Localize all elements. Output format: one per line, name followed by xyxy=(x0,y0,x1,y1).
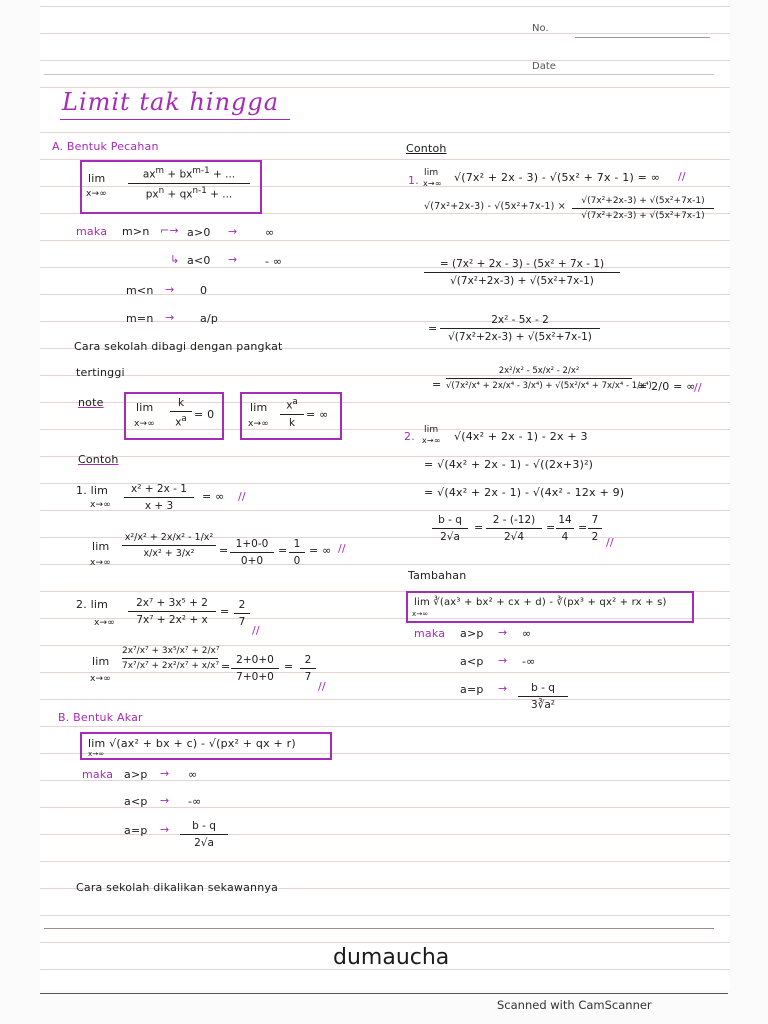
arrow-icon: → xyxy=(160,794,170,807)
ex2-label: 2. lim xyxy=(76,598,109,611)
ex2b-res xyxy=(300,654,316,683)
r-ex2-expr: √(4x² + 2x - 1) - 2x + 3 xyxy=(454,430,588,443)
r-ex1-l3 xyxy=(424,258,620,287)
ex1b-frac xyxy=(122,532,216,559)
r-ex2-l4c xyxy=(556,514,574,543)
r-ex1-l2-den: √(7x²+2x-3) + √(5x²+7x-1) xyxy=(581,211,705,221)
t-res3-num: b - q xyxy=(531,682,555,694)
res-inf: ∞ xyxy=(265,226,275,239)
ex1b-den: x/x² + 3/x² xyxy=(143,548,195,559)
tambahan-heading: Tambahan xyxy=(408,569,467,582)
note1-lim: lim xyxy=(136,401,154,414)
cara-sekolah-b: Cara sekolah dikalikan sekawannya xyxy=(76,881,279,894)
note2-num: $x^a$ xyxy=(286,397,298,412)
r-ex1-l4 xyxy=(440,314,600,343)
fraction-bar xyxy=(440,328,600,329)
b-cond2: a<p xyxy=(124,795,148,808)
cond-m-gt-n: m>n xyxy=(122,225,150,238)
check-mark: // xyxy=(606,536,614,549)
t-cond1: a>p xyxy=(460,627,484,640)
t-res1: ∞ xyxy=(522,627,532,640)
b-res2: -∞ xyxy=(188,795,202,808)
r-ex1-expr: √(7x² + 2x - 3) - √(5x² + 7x - 1) = ∞ xyxy=(454,171,661,184)
cond-a-neg: a<0 xyxy=(187,254,211,267)
title-underline xyxy=(60,119,290,120)
ex2-res-den: 7 xyxy=(238,616,246,628)
r-ex2-l4d-den: 2 xyxy=(591,531,599,543)
ex1b-num: x²/x² + 2x/x² - 1/x² xyxy=(124,532,214,543)
author-signature: dumaucha xyxy=(333,945,450,970)
ex2b-res-den: 7 xyxy=(304,671,312,683)
ex2b-frac xyxy=(122,646,218,671)
header-rule xyxy=(44,74,714,75)
fraction-bar xyxy=(122,658,218,659)
box-numerator: $ax^m + bx^{m-1}$ + ... xyxy=(142,166,236,181)
ex1-num: x² + 2x - 1 xyxy=(131,483,187,495)
section-b-heading: B. Bentuk Akar xyxy=(58,711,143,724)
fraction-bar xyxy=(170,411,192,412)
fraction-bar xyxy=(289,552,305,553)
ex2-res-num: 2 xyxy=(238,599,246,611)
r-ex2-l4c-den: 4 xyxy=(561,531,569,543)
equals-sign: = xyxy=(474,521,484,534)
fraction-bar xyxy=(588,528,602,529)
b-res3-den: 2√a xyxy=(194,837,214,849)
res-neg-inf: - ∞ xyxy=(265,255,283,268)
arrow-icon: → xyxy=(228,253,238,266)
r-ex2-l4c-num: 14 xyxy=(558,514,572,526)
ex1b-eq2-den: 0 xyxy=(293,555,301,567)
t-maka: maka xyxy=(414,627,446,640)
t-cond3: a=p xyxy=(460,683,484,696)
ex2-frac xyxy=(128,597,216,626)
date-label: Date xyxy=(532,61,556,72)
ex1b-res: = ∞ xyxy=(309,544,332,557)
equals-sign: = xyxy=(284,660,294,673)
check-mark: // xyxy=(694,381,702,394)
box-lim-sub: x→∞ xyxy=(86,189,107,199)
fraction-bar xyxy=(486,528,542,529)
no-line xyxy=(575,37,710,38)
ex2b-eq-num: 2+0+0 xyxy=(236,654,274,666)
fraction-bar xyxy=(122,545,216,546)
r-ex1-l2-num: √(7x²+2x-3) + √(5x²+7x-1) xyxy=(581,196,705,206)
r-ex2-l4d-num: 7 xyxy=(591,514,599,526)
note2-sub: x→∞ xyxy=(248,419,269,429)
equals-sign: = xyxy=(428,322,438,335)
ex1b-eq1-den: 0+0 xyxy=(240,555,264,567)
arrow-icon: → xyxy=(160,823,170,836)
b-res3-num: b - q xyxy=(192,820,216,832)
branch-arrow-icon: ↳ xyxy=(170,253,180,266)
note1-frac xyxy=(170,397,192,429)
ex2-sub: x→∞ xyxy=(94,618,115,628)
r-ex1-l4-den: √(7x²+2x-3) + √(5x²+7x-1) xyxy=(448,331,592,343)
page-title: Limit tak hingga xyxy=(62,88,280,116)
fraction-bar xyxy=(432,528,468,529)
r-ex1-l5-den: √(7x²/x⁴ + 2x/x⁴ - 3/x⁴) + √(5x²/x⁴ + 7x/x⁴ - 1/x⁴) xyxy=(446,381,652,391)
fraction-bar xyxy=(556,528,574,529)
ex1b-eq1 xyxy=(230,538,274,567)
b-maka: maka xyxy=(82,768,114,781)
fraction-bar xyxy=(518,696,568,697)
r-ex2-l4b xyxy=(486,514,542,543)
ex1-den: x + 3 xyxy=(144,500,174,512)
r-ex2-l4a-den: 2√a xyxy=(440,531,460,543)
fraction-bar xyxy=(128,611,216,612)
ex1b-sub: x→∞ xyxy=(90,558,111,568)
arrow-icon: → xyxy=(498,626,508,639)
contoh-heading-right: Contoh xyxy=(406,142,447,155)
note1-sub: x→∞ xyxy=(134,419,155,429)
cara-sekolah-line2: tertinggi xyxy=(76,366,125,379)
ex2b-num: 2x⁷/x⁷ + 3x⁵/x⁷ + 2/x⁷ xyxy=(122,646,220,656)
fraction-bar xyxy=(234,613,250,614)
box-lim: lim xyxy=(88,172,106,185)
ex1b-lim: lim xyxy=(92,540,110,553)
fraction-bar xyxy=(230,552,274,553)
arrow-icon: → xyxy=(165,283,175,296)
r-ex1-l4-num: 2x² - 5x - 2 xyxy=(491,314,549,326)
fraction-bar xyxy=(280,414,304,415)
note1-num: k xyxy=(177,397,185,409)
r-ex2-l4b-num: 2 - (-12) xyxy=(492,514,536,526)
check-mark: // xyxy=(338,542,346,555)
maka-label: maka xyxy=(76,225,108,238)
b-cond3: a=p xyxy=(124,824,148,837)
ex1-label: 1. lim xyxy=(76,484,109,497)
ex2b-lim: lim xyxy=(92,655,110,668)
box-fraction xyxy=(128,166,250,200)
t-res3-den: 3∛a² xyxy=(530,699,555,711)
r-ex2-label: 2. xyxy=(404,430,415,443)
check-mark: // xyxy=(678,170,686,183)
arrow-icon: → xyxy=(498,654,508,667)
cond-m-eq-n: m=n xyxy=(126,312,154,325)
t-box-formula: lim ∛(ax³ + bx² + cx + d) - ∛(px³ + qx² + rx + s) xyxy=(414,597,667,608)
ex2b-res-num: 2 xyxy=(304,654,312,666)
r-ex1-l3-den: √(7x²+2x-3) + √(5x²+7x-1) xyxy=(450,275,594,287)
r-ex1-sub: x→∞ xyxy=(423,179,442,188)
res-zero: 0 xyxy=(200,284,208,297)
equals-sign: = xyxy=(546,521,556,534)
r-ex1-l5-num: 2x²/x² - 5x/x² - 2/x² xyxy=(498,366,580,376)
r-ex1-l5-res: = 2/0 = ∞ xyxy=(638,380,696,393)
t-cond2: a<p xyxy=(460,655,484,668)
ex1b-eq2-num: 1 xyxy=(293,538,301,550)
cara-sekolah-line1: Cara sekolah dibagi dengan pangkat xyxy=(74,340,283,353)
r-ex1-l5 xyxy=(446,366,652,391)
note1-den: $x^a$ xyxy=(175,414,187,429)
arrow-icon: → xyxy=(228,225,238,238)
ex1-sub: x→∞ xyxy=(90,500,111,510)
fraction-bar xyxy=(180,834,228,835)
check-mark: // xyxy=(252,624,260,637)
arrow-icon: → xyxy=(498,682,508,695)
equals-sign: = xyxy=(278,544,288,557)
ex2-den: 7x⁷ + 2x² + x xyxy=(136,614,208,626)
no-label: No. xyxy=(532,23,549,34)
ex2-num: 2x⁷ + 3x⁵ + 2 xyxy=(136,597,208,609)
equals-sign: = xyxy=(220,605,230,618)
t-res3 xyxy=(518,682,568,711)
footer-rule xyxy=(40,993,728,994)
cond-a-pos: a>0 xyxy=(187,226,211,239)
fraction-bar xyxy=(128,183,250,184)
fraction-bar xyxy=(424,272,620,273)
r-ex1-l3-num: = (7x² + 2x - 3) - (5x² + 7x - 1) xyxy=(439,258,605,270)
r-ex2-l2: = √(4x² + 2x - 1) - √((2x+3)²) xyxy=(424,458,594,471)
r-ex2-l4a xyxy=(432,514,468,543)
arrow-icon: → xyxy=(165,311,175,324)
ex1-res: = ∞ xyxy=(202,490,225,503)
b-box-sub: x→∞ xyxy=(88,750,105,758)
ex1b-eq2 xyxy=(289,538,305,567)
b-box-formula: lim √(ax² + bx + c) - √(px² + qx + r) xyxy=(88,737,296,750)
ex1b-eq1-num: 1+0-0 xyxy=(235,538,269,550)
fraction-bar xyxy=(572,208,714,209)
fraction-bar xyxy=(124,497,194,498)
r-ex2-l4d xyxy=(588,514,602,543)
equals-sign: = xyxy=(432,378,442,391)
scanner-watermark: Scanned with CamScanner xyxy=(497,998,652,1012)
equals-sign: = xyxy=(578,521,588,534)
equals-sign: = xyxy=(221,660,231,673)
fraction-bar xyxy=(231,668,279,669)
note1-res: = 0 xyxy=(194,408,215,421)
ex2b-sub: x→∞ xyxy=(90,674,111,684)
arrow-icon: → xyxy=(160,767,170,780)
ex2b-eq-den: 7+0+0 xyxy=(236,671,274,683)
cond-m-lt-n: m<n xyxy=(126,284,154,297)
bottom-rule xyxy=(44,928,714,929)
note2-den: k xyxy=(288,416,296,429)
check-mark: // xyxy=(238,490,246,503)
fraction-bar xyxy=(300,668,316,669)
ex2b-eq xyxy=(231,654,279,683)
check-mark: // xyxy=(318,680,326,693)
ex2b-den: 7x⁷/x⁷ + 2x²/x⁷ + x/x⁷ xyxy=(122,661,220,671)
section-a-heading: A. Bentuk Pecahan xyxy=(52,140,159,153)
b-cond1: a>p xyxy=(124,768,148,781)
b-res3 xyxy=(180,820,228,849)
ex2-res xyxy=(234,599,250,628)
t-box-sub: x→∞ xyxy=(412,610,429,618)
r-ex2-lim: lim xyxy=(424,425,439,435)
note2-frac xyxy=(280,397,304,429)
r-ex1-label: 1. xyxy=(408,174,419,187)
r-ex1-l2a: √(7x²+2x-3) - √(5x²+7x-1) × xyxy=(424,201,566,212)
t-res2: -∞ xyxy=(522,655,536,668)
note2-lim: lim xyxy=(250,401,268,414)
fraction-bar xyxy=(446,378,632,379)
r-ex2-l3: = √(4x² + 2x - 1) - √(4x² - 12x + 9) xyxy=(424,486,625,499)
contoh-heading-left: Contoh xyxy=(78,453,119,466)
note-label: note xyxy=(78,396,104,409)
ex1-frac xyxy=(124,483,194,512)
box-denominator: $px^n + qx^{n-1}$ + ... xyxy=(145,185,233,200)
r-ex2-sub: x→∞ xyxy=(422,436,441,445)
r-ex1-lim: lim xyxy=(424,168,439,178)
equals-sign: = xyxy=(219,544,229,557)
r-ex2-l4a-num: b - q xyxy=(438,514,462,526)
r-ex1-l2 xyxy=(572,196,714,221)
b-res1: ∞ xyxy=(188,768,198,781)
r-ex2-l4b-den: 2√4 xyxy=(503,531,525,543)
note2-res: = ∞ xyxy=(306,408,329,421)
branch-arrow-icon: ⌐→ xyxy=(160,224,179,237)
res-a-over-p: a/p xyxy=(200,312,219,325)
